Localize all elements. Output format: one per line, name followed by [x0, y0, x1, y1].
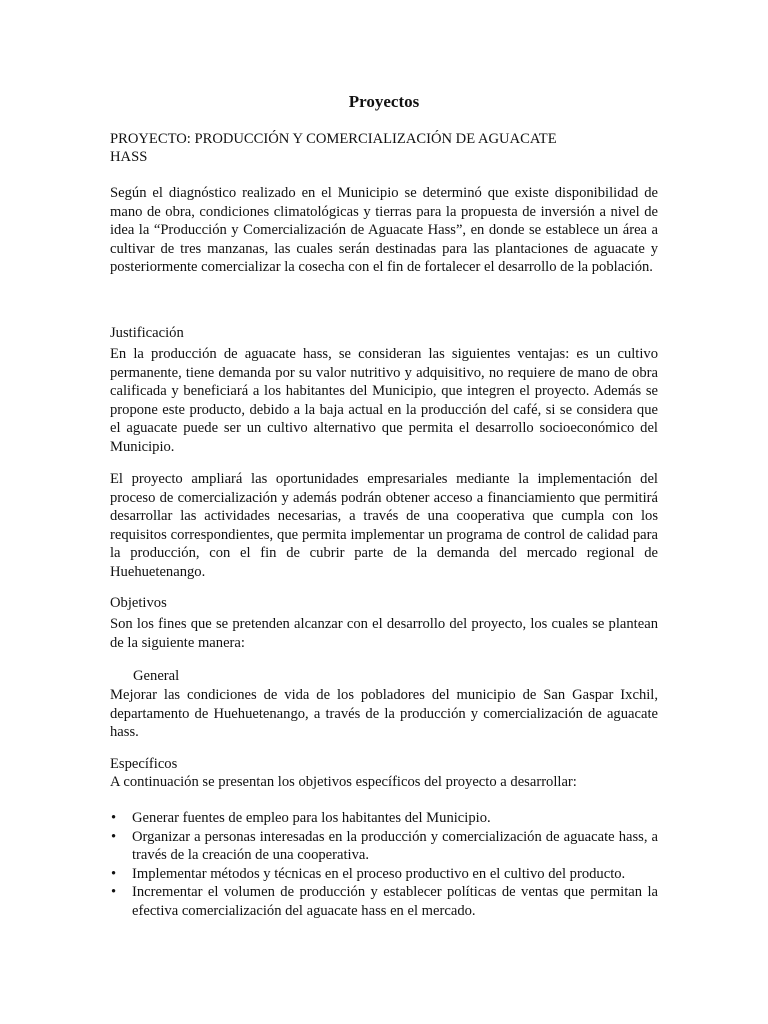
intro-paragraph: Según el diagnóstico realizado en el Municipio se determinó que existe disponibilidad de mano de obra, condiciones climatológicas y tierras para la propuesta de inversión a nivel de idea la “Producción y Comercialización de Aguacate Hass”, en donde se establece un área a cultivar de tres manzanas, las cuales serán destinadas para las plantaciones de aguacate y posteriormente comercializar la cosecha con el fin de fortalecer el desarrollo de la población.: [110, 185, 658, 276]
general-text: Mejorar las condiciones de vida de los pobladores del municipio de San Gaspar Ixchil, departamento de Huehuetenango, a través de la producción y comercialización de aguacate hass.: [110, 687, 658, 741]
list-item-text: Implementar métodos y técnicas en el proceso productivo en el cultivo del producto.: [132, 865, 626, 882]
justificacion-paragraph-2: El proyecto ampliará las oportunidades empresariales mediante la implementación del proceso de comercialización y además podrán obtener acceso a financiamiento que permitirá desarrollar las actividades necesarias, a través de una cooperativa que cumpla con los requisitos correspondientes, que permita implementar un programa de control de calidad para la producción, con el fin de cubrir parte de la demanda del mercado regional de Huehuetenango.: [110, 471, 658, 580]
objetivos-heading: Objetivos: [110, 595, 167, 611]
list-item: [110, 809, 658, 828]
project-heading-line1: PROYECTO: PRODUCCIÓN Y COMERCIALIZACIÓN DE AGUACATE: [110, 131, 557, 147]
general-heading: General: [133, 668, 180, 684]
list-item: [110, 865, 658, 884]
list-item: [110, 883, 658, 920]
justificacion-heading: Justificación: [110, 325, 184, 341]
list-item-text: Incrementar el volumen de producción y establecer políticas de ventas que permitan la efectiva comercialización del aguacate hass en el mercado.: [132, 884, 658, 919]
bullet-icon: •: [111, 865, 117, 882]
list-item-text: Generar fuentes de empleo para los habitantes del Municipio.: [132, 810, 491, 826]
bullet-icon: •: [111, 884, 117, 901]
page-title: Proyectos: [348, 92, 420, 111]
bullet-icon: •: [111, 828, 117, 845]
especificos-list: [110, 809, 658, 921]
especificos-intro: A continuación se presentan los objetivos específicos del proyecto a desarrollar:: [110, 774, 577, 790]
especificos-heading: Específicos: [110, 756, 178, 772]
bullet-icon: •: [111, 810, 117, 826]
justificacion-paragraph-1: En la producción de aguacate hass, se consideran las siguientes ventajas: es un cultivo permanente, tiene demanda por su valor nutritivo y adquisitivo, no requiere de mano de obra calificada y beneficiará a los habitantes del Municipio, que integren el proyecto. Además se propone este producto, debido a la baja actual en la producción del café, si se considera que el aguacate puede ser un cultivo alternativo que permita el desarrollo socioeconómico del Municipio.: [110, 346, 658, 455]
objetivos-intro: Son los fines que se pretenden alcanzar con el desarrollo del proyecto, los cuales se plantean de la siguiente manera:: [110, 616, 658, 651]
list-item-text: Organizar a personas interesadas en la producción y comercialización de aguacate hass, a través de la creación de una cooperativa.: [132, 828, 658, 864]
list-item: [110, 828, 658, 865]
project-heading-line2: HASS: [110, 149, 148, 165]
